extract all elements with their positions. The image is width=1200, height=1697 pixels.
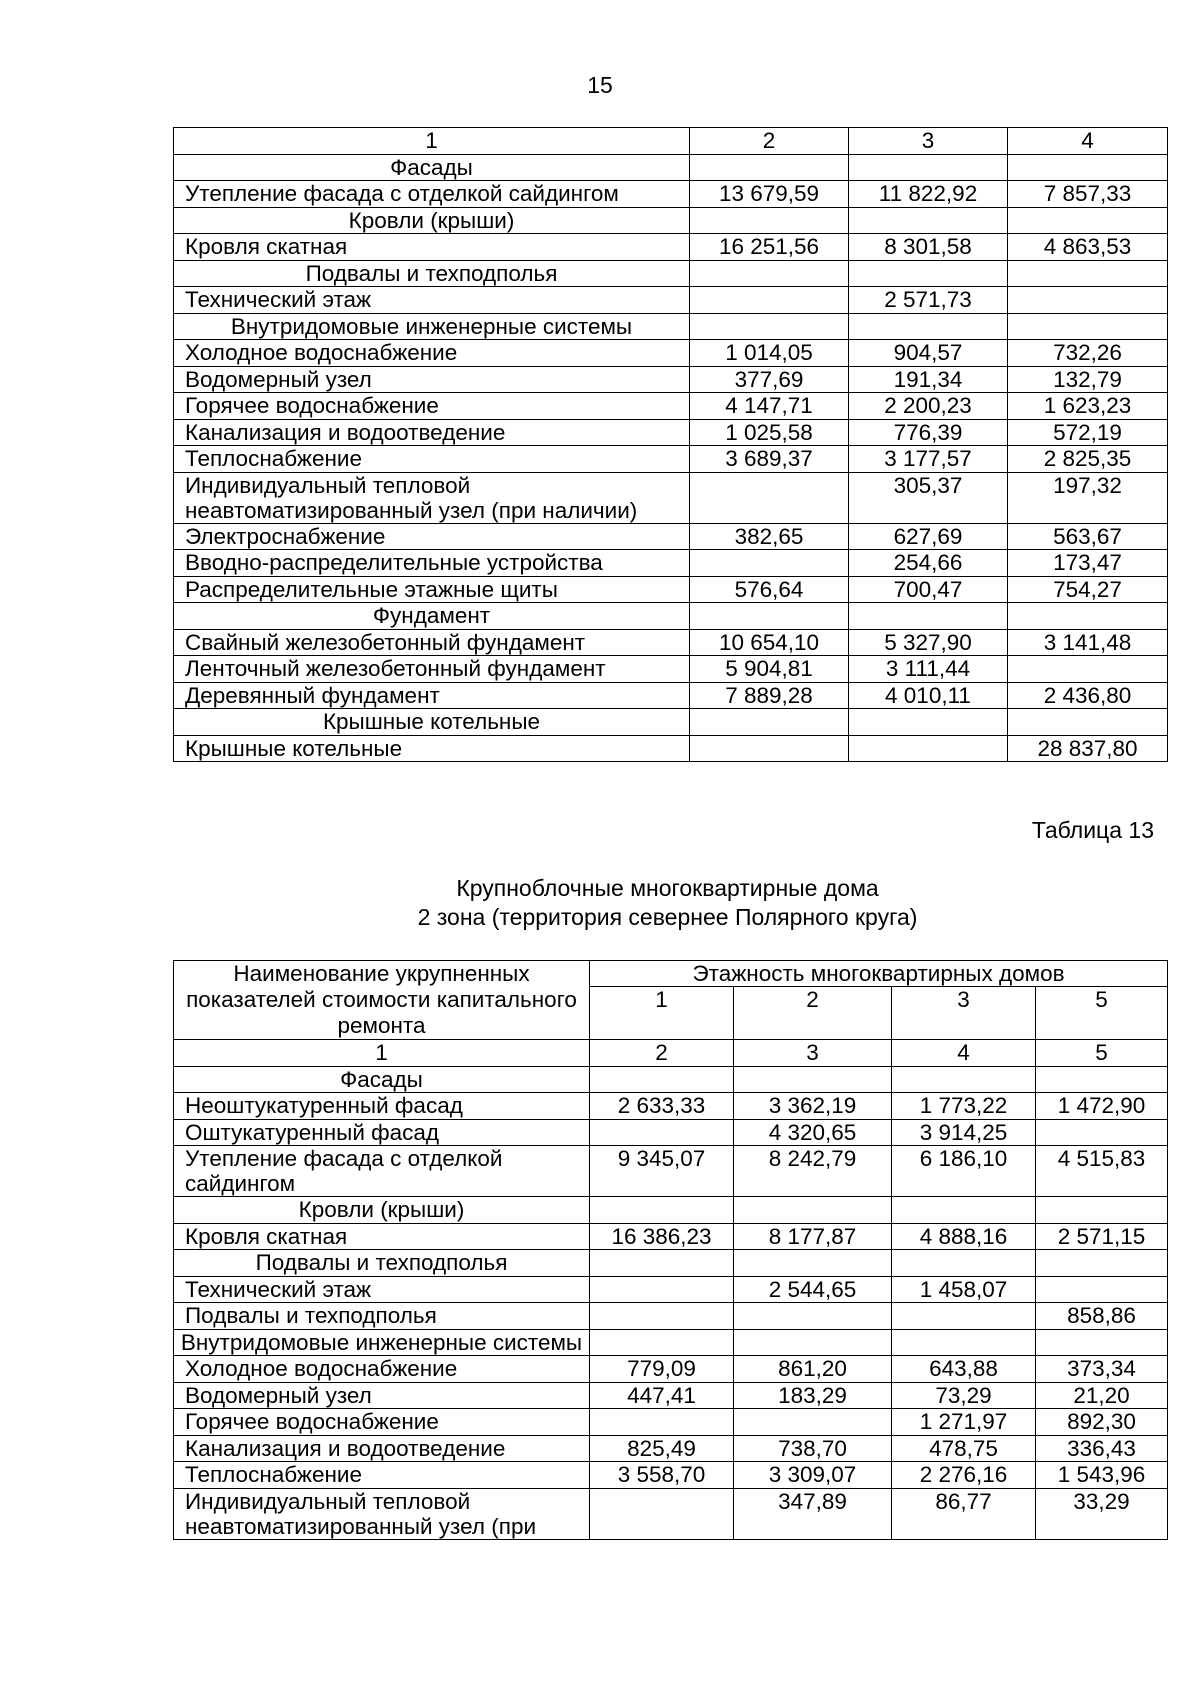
table-row xyxy=(174,1382,1168,1409)
value-cell: 738,70 xyxy=(734,1435,892,1462)
value-cell xyxy=(849,207,1008,234)
value-cell: 132,79 xyxy=(1008,366,1168,393)
value-cell xyxy=(590,1276,734,1303)
value-cell xyxy=(690,472,849,523)
value-cell: 373,34 xyxy=(1036,1356,1168,1383)
value-cell: 3 914,25 xyxy=(892,1119,1036,1146)
value-cell xyxy=(849,709,1008,736)
column-number: 3 xyxy=(849,128,1008,155)
value-cell: 336,43 xyxy=(1036,1435,1168,1462)
value-cell: 377,69 xyxy=(690,366,849,393)
value-cell xyxy=(892,1329,1036,1356)
value-cell xyxy=(590,1250,734,1277)
table-row xyxy=(174,287,1168,314)
table-row xyxy=(174,550,1168,577)
table-row xyxy=(174,576,1168,603)
value-cell: 197,32 xyxy=(1008,472,1168,523)
value-cell: 5 327,90 xyxy=(849,629,1008,656)
row-label: Водомерный узел xyxy=(174,1382,590,1409)
section-title: Фундамент xyxy=(174,603,690,630)
value-cell: 28 837,80 xyxy=(1008,735,1168,762)
value-cell: 4 010,11 xyxy=(849,682,1008,709)
value-cell: 7 889,28 xyxy=(690,682,849,709)
value-cell: 1 773,22 xyxy=(892,1093,1036,1120)
value-cell: 1 472,90 xyxy=(1036,1093,1168,1120)
value-cell: 3 689,37 xyxy=(690,446,849,473)
header-floor-3: 3 xyxy=(892,987,1036,1040)
value-cell xyxy=(590,1197,734,1224)
value-cell: 700,47 xyxy=(849,576,1008,603)
value-cell xyxy=(1036,1250,1168,1277)
table-row xyxy=(174,1462,1168,1489)
table-title xyxy=(0,874,1200,932)
value-cell xyxy=(690,313,849,340)
value-cell: 892,30 xyxy=(1036,1409,1168,1436)
section-row xyxy=(174,1066,1168,1093)
value-cell: 572,19 xyxy=(1008,419,1168,446)
value-cell: 776,39 xyxy=(849,419,1008,446)
section-row xyxy=(174,1197,1168,1224)
value-cell: 4 888,16 xyxy=(892,1223,1036,1250)
table-row xyxy=(174,656,1168,683)
value-cell xyxy=(734,1303,892,1330)
value-cell: 1 623,23 xyxy=(1008,393,1168,420)
column-number: 3 xyxy=(734,1040,892,1067)
value-cell xyxy=(690,154,849,181)
row-label: Деревянный фундамент xyxy=(174,682,690,709)
table-row xyxy=(174,340,1168,367)
value-cell: 16 386,23 xyxy=(590,1223,734,1250)
value-cell xyxy=(1008,287,1168,314)
value-cell xyxy=(849,735,1008,762)
row-label: Свайный железобетонный фундамент xyxy=(174,629,690,656)
table-title-line-2: 2 зона (территория севернее Полярного круга) xyxy=(417,904,918,930)
row-label: Канализация и водоотведение xyxy=(174,1435,590,1462)
section-title: Кровли (крыши) xyxy=(174,207,690,234)
value-cell xyxy=(892,1066,1036,1093)
row-label: Электроснабжение xyxy=(174,523,690,550)
value-cell: 305,37 xyxy=(849,472,1008,523)
value-cell xyxy=(734,1197,892,1224)
value-cell: 732,26 xyxy=(1008,340,1168,367)
row-label: Теплоснабжение xyxy=(174,446,690,473)
row-label: Ленточный железобетонный фундамент xyxy=(174,656,690,683)
value-cell: 5 904,81 xyxy=(690,656,849,683)
header-floor-2: 2 xyxy=(734,987,892,1040)
row-label: Горячее водоснабжение xyxy=(174,1409,590,1436)
table-row xyxy=(174,1119,1168,1146)
header-floors: Этажность многоквартирных домов xyxy=(590,961,1168,987)
table-row xyxy=(174,1356,1168,1383)
row-label: Теплоснабжение xyxy=(174,1462,590,1489)
value-cell xyxy=(1008,260,1168,287)
table-row xyxy=(174,1223,1168,1250)
value-cell xyxy=(1008,313,1168,340)
value-cell xyxy=(1036,1329,1168,1356)
value-cell xyxy=(892,1303,1036,1330)
value-cell xyxy=(690,709,849,736)
value-cell xyxy=(690,260,849,287)
value-cell: 86,77 xyxy=(892,1488,1036,1539)
value-cell xyxy=(690,603,849,630)
value-cell xyxy=(849,603,1008,630)
value-cell: 2 571,15 xyxy=(1036,1223,1168,1250)
value-cell: 6 186,10 xyxy=(892,1146,1036,1197)
value-cell: 4 320,65 xyxy=(734,1119,892,1146)
section-title: Фасады xyxy=(174,1066,590,1093)
column-number: 2 xyxy=(690,128,849,155)
value-cell: 563,67 xyxy=(1008,523,1168,550)
row-label: Неоштукатуренный фасад xyxy=(174,1093,590,1120)
table-row xyxy=(174,234,1168,261)
value-cell: 191,34 xyxy=(849,366,1008,393)
value-cell: 347,89 xyxy=(734,1488,892,1539)
section-row xyxy=(174,313,1168,340)
value-cell: 7 857,33 xyxy=(1008,181,1168,208)
value-cell xyxy=(590,1488,734,1539)
row-label: Кровля скатная xyxy=(174,234,690,261)
value-cell: 173,47 xyxy=(1008,550,1168,577)
row-label: Холодное водоснабжение xyxy=(174,1356,590,1383)
value-cell xyxy=(690,550,849,577)
section-row xyxy=(174,603,1168,630)
value-cell: 1 271,97 xyxy=(892,1409,1036,1436)
value-cell xyxy=(892,1197,1036,1224)
section-title: Внутридомовые инженерные системы xyxy=(174,313,690,340)
table-row xyxy=(174,366,1168,393)
table-row xyxy=(174,181,1168,208)
table-row xyxy=(174,1093,1168,1120)
value-cell: 11 822,92 xyxy=(849,181,1008,208)
column-number: 4 xyxy=(892,1040,1036,1067)
value-cell xyxy=(690,287,849,314)
column-number: 1 xyxy=(174,128,690,155)
row-label: Водомерный узел xyxy=(174,366,690,393)
section-title: Подвалы и техподполья xyxy=(174,1250,590,1277)
value-cell: 3 558,70 xyxy=(590,1462,734,1489)
section-title: Внутридомовые инженерные системы xyxy=(174,1329,590,1356)
value-cell xyxy=(1008,709,1168,736)
table-row xyxy=(174,629,1168,656)
value-cell: 21,20 xyxy=(1036,1382,1168,1409)
table-row xyxy=(174,1303,1168,1330)
table-row xyxy=(174,1276,1168,1303)
row-label: Технический этаж xyxy=(174,1276,590,1303)
cost-table-continued xyxy=(173,127,1168,762)
value-cell xyxy=(690,735,849,762)
row-label: Подвалы и техподполья xyxy=(174,1303,590,1330)
column-number-row xyxy=(174,1040,1168,1067)
value-cell: 904,57 xyxy=(849,340,1008,367)
section-row xyxy=(174,260,1168,287)
value-cell: 2 276,16 xyxy=(892,1462,1036,1489)
table-row xyxy=(174,1146,1168,1197)
value-cell xyxy=(849,313,1008,340)
header-floor-5: 5 xyxy=(1036,987,1168,1040)
table-row xyxy=(174,523,1168,550)
value-cell: 8 177,87 xyxy=(734,1223,892,1250)
table-row xyxy=(174,1409,1168,1436)
value-cell xyxy=(690,207,849,234)
value-cell xyxy=(590,1409,734,1436)
value-cell: 3 141,48 xyxy=(1008,629,1168,656)
value-cell: 1 458,07 xyxy=(892,1276,1036,1303)
value-cell: 4 147,71 xyxy=(690,393,849,420)
section-row xyxy=(174,154,1168,181)
table-row xyxy=(174,1435,1168,1462)
value-cell xyxy=(1008,603,1168,630)
row-label: Индивидуальный тепловой неавтоматизированный узел (при xyxy=(174,1488,590,1539)
section-row xyxy=(174,1329,1168,1356)
header-indicator-name: Наименование укрупненных показателей стоимости капитального ремонта xyxy=(174,961,590,1040)
row-label: Канализация и водоотведение xyxy=(174,419,690,446)
value-cell: 4 515,83 xyxy=(1036,1146,1168,1197)
section-title: Фасады xyxy=(174,154,690,181)
value-cell: 576,64 xyxy=(690,576,849,603)
row-label: Индивидуальный тепловой неавтоматизированный узел (при наличии) xyxy=(174,472,690,523)
value-cell xyxy=(734,1066,892,1093)
row-label: Кровля скатная xyxy=(174,1223,590,1250)
value-cell: 9 345,07 xyxy=(590,1146,734,1197)
value-cell: 779,09 xyxy=(590,1356,734,1383)
section-row xyxy=(174,1250,1168,1277)
table-row xyxy=(174,472,1168,523)
value-cell xyxy=(590,1119,734,1146)
value-cell: 478,75 xyxy=(892,1435,1036,1462)
row-label: Распределительные этажные щиты xyxy=(174,576,690,603)
value-cell: 2 633,33 xyxy=(590,1093,734,1120)
value-cell: 183,29 xyxy=(734,1382,892,1409)
section-row xyxy=(174,207,1168,234)
value-cell xyxy=(590,1303,734,1330)
value-cell xyxy=(1008,207,1168,234)
value-cell: 3 111,44 xyxy=(849,656,1008,683)
column-number: 2 xyxy=(590,1040,734,1067)
value-cell xyxy=(1036,1197,1168,1224)
value-cell: 3 309,07 xyxy=(734,1462,892,1489)
header-floor-1: 1 xyxy=(590,987,734,1040)
value-cell: 73,29 xyxy=(892,1382,1036,1409)
row-label: Оштукатуренный фасад xyxy=(174,1119,590,1146)
value-cell xyxy=(892,1250,1036,1277)
section-title: Крышные котельные xyxy=(174,709,690,736)
value-cell: 2 436,80 xyxy=(1008,682,1168,709)
value-cell: 2 544,65 xyxy=(734,1276,892,1303)
value-cell xyxy=(1008,154,1168,181)
cost-table-13 xyxy=(173,960,1168,1540)
value-cell xyxy=(590,1066,734,1093)
value-cell xyxy=(734,1409,892,1436)
value-cell: 825,49 xyxy=(590,1435,734,1462)
value-cell xyxy=(734,1250,892,1277)
value-cell: 382,65 xyxy=(690,523,849,550)
value-cell: 8 242,79 xyxy=(734,1146,892,1197)
value-cell: 447,41 xyxy=(590,1382,734,1409)
row-label: Крышные котельные xyxy=(174,735,690,762)
value-cell: 627,69 xyxy=(849,523,1008,550)
table-header-row xyxy=(174,961,1168,987)
value-cell xyxy=(1008,656,1168,683)
value-cell xyxy=(734,1329,892,1356)
value-cell: 13 679,59 xyxy=(690,181,849,208)
value-cell: 3 362,19 xyxy=(734,1093,892,1120)
value-cell xyxy=(1036,1119,1168,1146)
value-cell: 3 177,57 xyxy=(849,446,1008,473)
table-row xyxy=(174,682,1168,709)
table-title-line-1: Крупноблочные многоквартирные дома xyxy=(456,875,879,901)
table-number-label: Таблица 13 xyxy=(1031,817,1154,843)
page-number: 15 xyxy=(587,72,613,98)
value-cell: 1 014,05 xyxy=(690,340,849,367)
table-row xyxy=(174,735,1168,762)
value-cell: 254,66 xyxy=(849,550,1008,577)
value-cell: 754,27 xyxy=(1008,576,1168,603)
value-cell: 861,20 xyxy=(734,1356,892,1383)
table-row xyxy=(174,419,1168,446)
section-title: Подвалы и техподполья xyxy=(174,260,690,287)
row-label: Горячее водоснабжение xyxy=(174,393,690,420)
value-cell xyxy=(849,260,1008,287)
section-title: Кровли (крыши) xyxy=(174,1197,590,1224)
column-number: 4 xyxy=(1008,128,1168,155)
section-row xyxy=(174,709,1168,736)
value-cell: 8 301,58 xyxy=(849,234,1008,261)
row-label: Утепление фасада с отделкой сайдингом xyxy=(174,1146,590,1197)
value-cell: 2 571,73 xyxy=(849,287,1008,314)
row-label: Технический этаж xyxy=(174,287,690,314)
table-row xyxy=(174,393,1168,420)
value-cell: 4 863,53 xyxy=(1008,234,1168,261)
value-cell: 1 543,96 xyxy=(1036,1462,1168,1489)
column-number-row xyxy=(174,128,1168,155)
value-cell: 1 025,58 xyxy=(690,419,849,446)
value-cell: 2 200,23 xyxy=(849,393,1008,420)
value-cell xyxy=(1036,1276,1168,1303)
value-cell: 33,29 xyxy=(1036,1488,1168,1539)
value-cell xyxy=(590,1329,734,1356)
value-cell: 16 251,56 xyxy=(690,234,849,261)
row-label: Холодное водоснабжение xyxy=(174,340,690,367)
value-cell: 858,86 xyxy=(1036,1303,1168,1330)
value-cell: 10 654,10 xyxy=(690,629,849,656)
table-row xyxy=(174,1488,1168,1539)
value-cell xyxy=(1036,1066,1168,1093)
value-cell: 643,88 xyxy=(892,1356,1036,1383)
table-row xyxy=(174,446,1168,473)
column-number: 5 xyxy=(1036,1040,1168,1067)
row-label: Вводно-распределительные устройства xyxy=(174,550,690,577)
value-cell: 2 825,35 xyxy=(1008,446,1168,473)
value-cell xyxy=(849,154,1008,181)
column-number: 1 xyxy=(174,1040,590,1067)
row-label: Утепление фасада с отделкой сайдингом xyxy=(174,181,690,208)
